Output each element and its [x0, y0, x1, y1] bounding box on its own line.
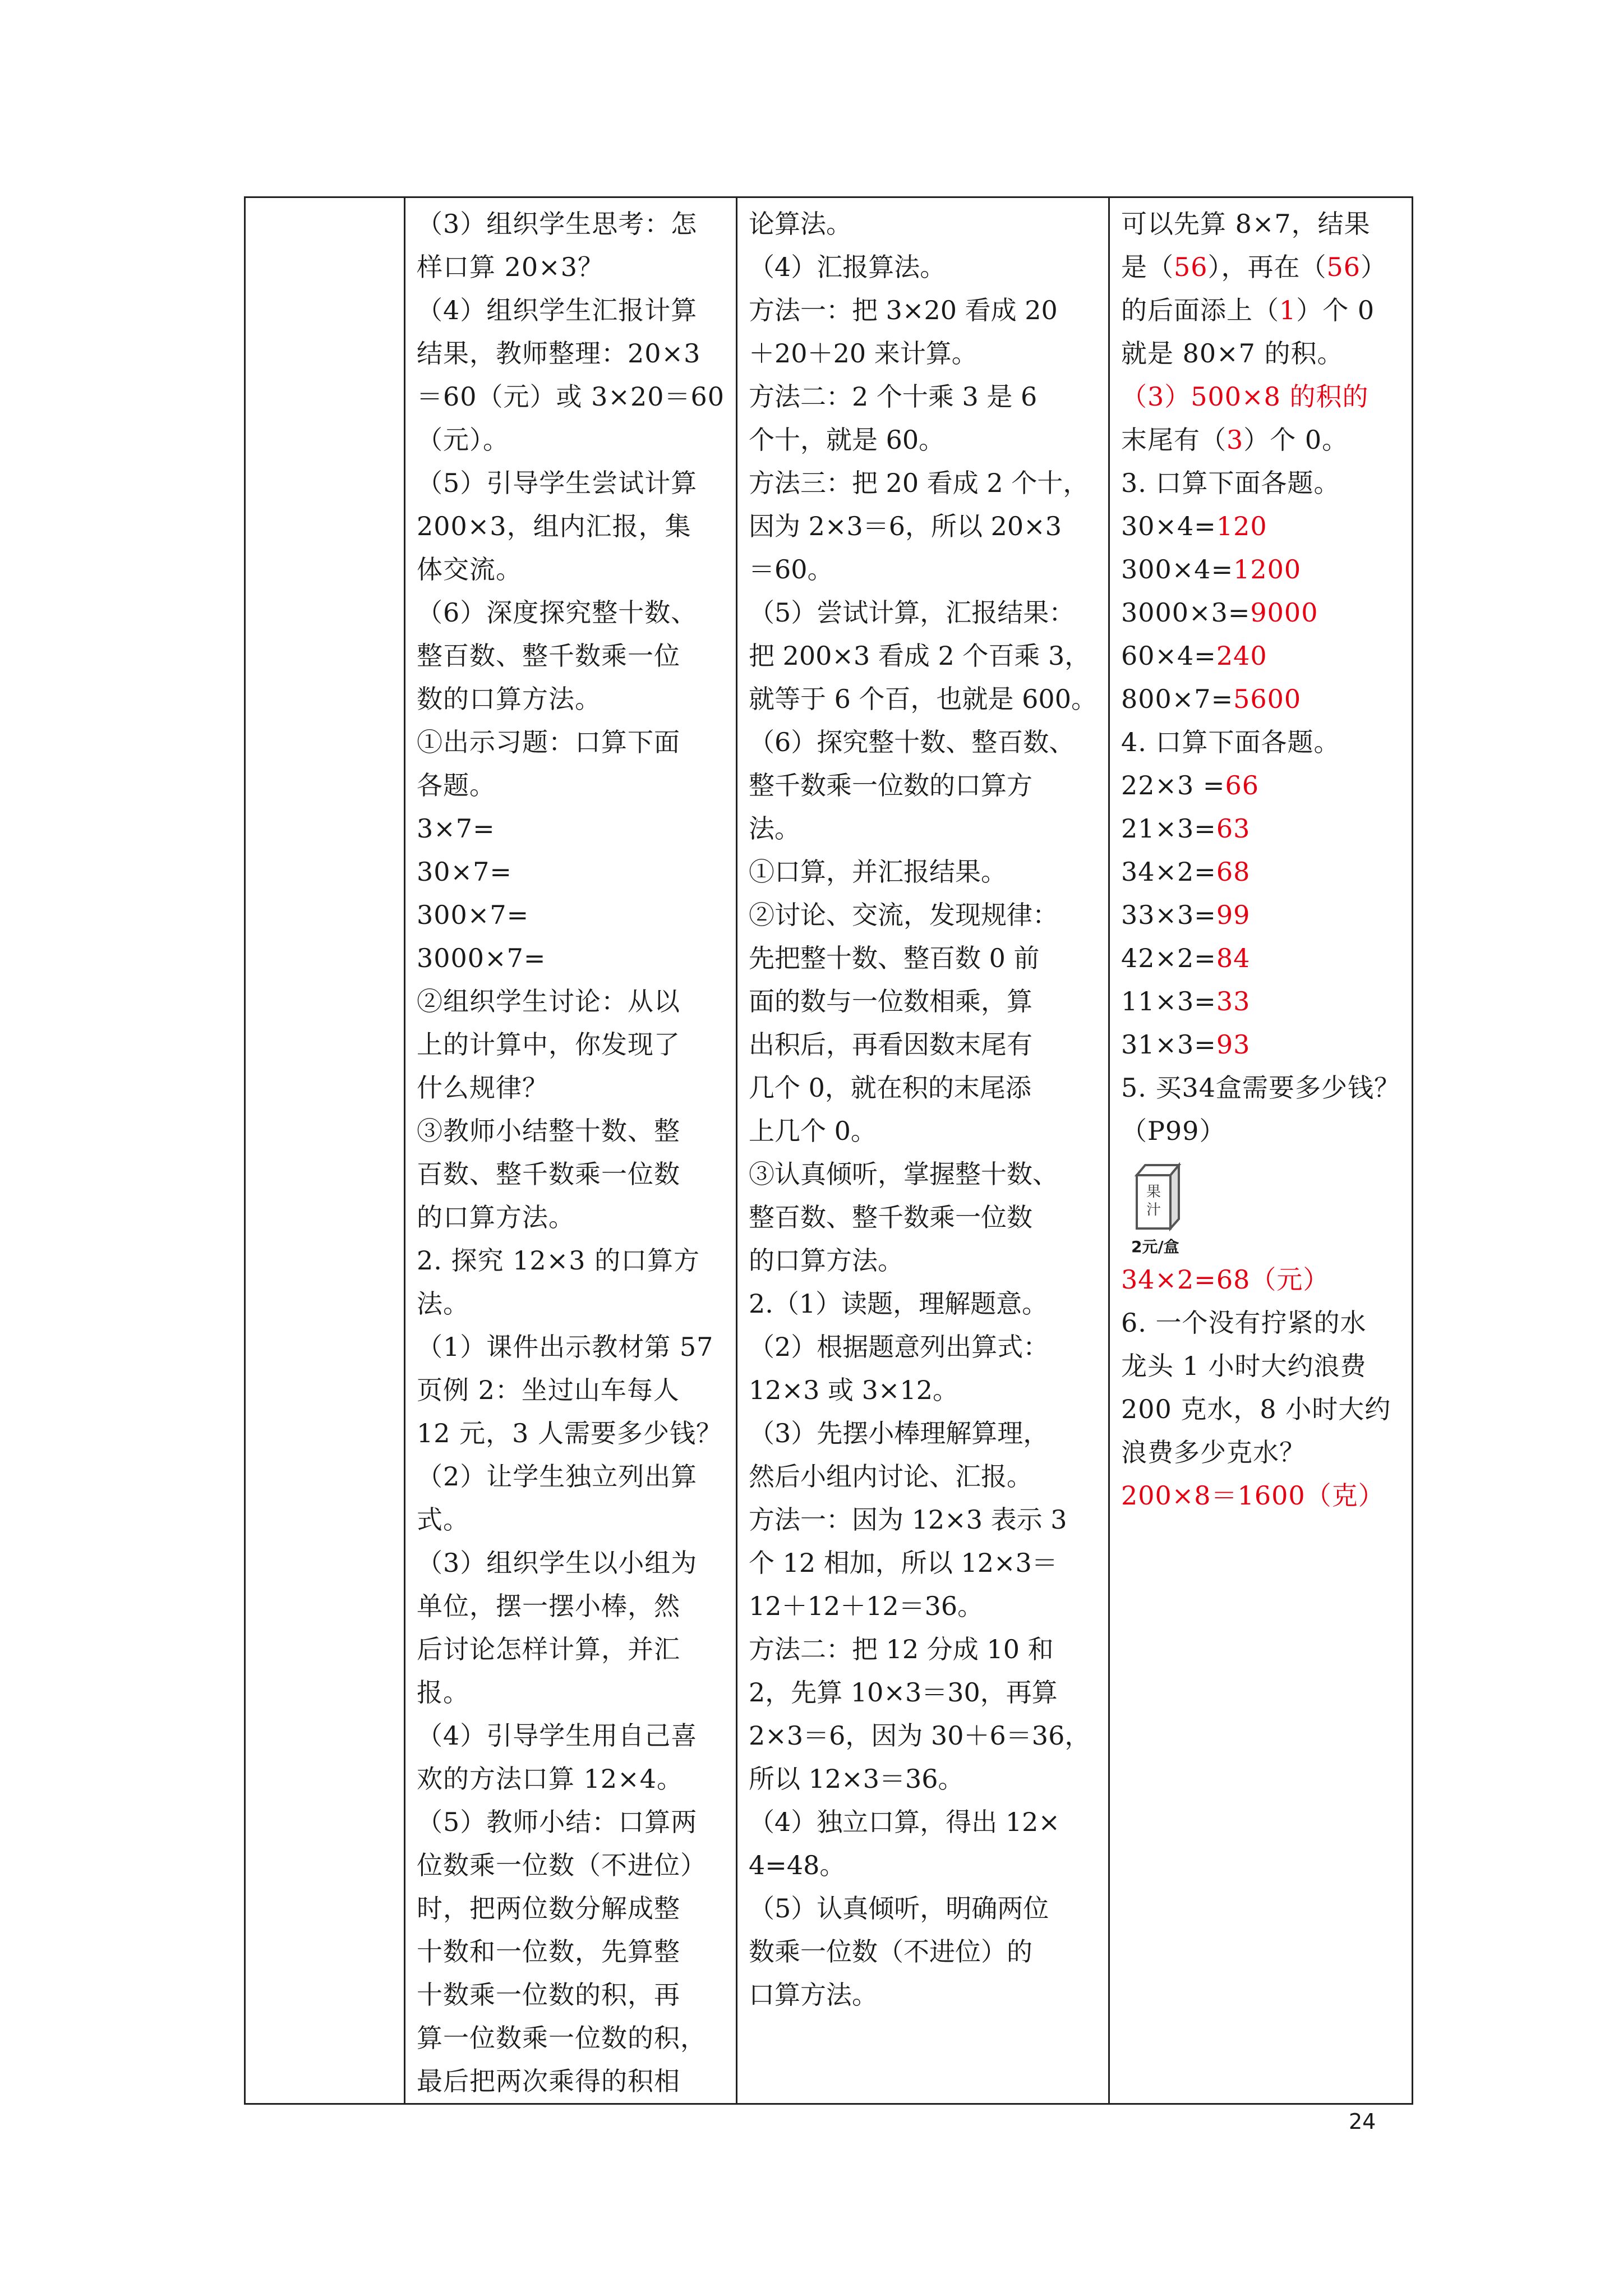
text-line: 方法一：把 3×20 看成 20: [749, 295, 1058, 325]
juice-price: 2元/盒: [1131, 1237, 1179, 1256]
text-line: 2×3＝6，因为 30＋6＝36，: [749, 1720, 1091, 1751]
calc-expression: 21×3=: [1121, 813, 1216, 844]
answer: 93: [1216, 1029, 1251, 1060]
text-line: 12＋12＋12＝36。: [749, 1591, 984, 1621]
text-line: ③教师小结整十数、整: [417, 1116, 680, 1146]
text-line: 方法二：2 个十乘 3 是 6: [749, 381, 1038, 412]
text-line: 数的口算方法。: [417, 684, 601, 714]
svg-text:汁: 汁: [1146, 1202, 1161, 1218]
text-line: 位数乘一位数（不进位）: [417, 1850, 707, 1880]
calc-line: [1121, 894, 1400, 937]
calc-expression: 800×7=: [1121, 684, 1234, 714]
text-line: 把 200×3 看成 2 个百乘 3，: [749, 641, 1091, 671]
text-line: 上几个 0。: [749, 1116, 877, 1146]
text-line: 整百数、整千数乘一位数: [749, 1202, 1033, 1232]
answer: 66: [1225, 770, 1260, 800]
text-line: 面的数与一位数相乘，算: [749, 986, 1033, 1016]
text-line: 报。: [417, 1677, 469, 1708]
text-line: 4=48。: [749, 1850, 846, 1880]
calc-expression: 42×2=: [1121, 943, 1216, 973]
text-line: 2，先算 10×3＝30，再算: [749, 1677, 1058, 1708]
text-line: 单位，摆一摆小棒，然: [417, 1591, 680, 1621]
calc-line: [1121, 764, 1400, 807]
text-line: （5）引导学生尝试计算: [417, 468, 698, 498]
text-line: 样口算 20×3？: [417, 252, 604, 282]
calc-expression: 31×3=: [1121, 1029, 1216, 1060]
text-line: （5）教师小结：口算两: [417, 1807, 698, 1837]
text-line: 上的计算中，你发现了: [417, 1029, 680, 1060]
text-line: 页例 2：坐过山车每人: [417, 1375, 680, 1405]
calc-line: [1121, 980, 1400, 1023]
page-reference: （P99）: [1121, 1116, 1226, 1146]
text-line: 先把整十数、整百数 0 前: [749, 943, 1040, 973]
page-number: 24: [1349, 2109, 1376, 2134]
text-line: 式。: [417, 1504, 469, 1535]
answer: 68: [1216, 857, 1251, 887]
text-line: 300×7=: [417, 900, 529, 930]
text-line: ①出示习题：口算下面: [417, 727, 680, 757]
text-line: 6. 一个没有拧紧的水: [1121, 1308, 1367, 1338]
text-line: 出积后，再看因数末尾有: [749, 1029, 1033, 1060]
calc-line: [1121, 548, 1400, 591]
text-line: 12×3 或 3×12。: [749, 1375, 958, 1405]
exercise-line: 末尾有（3）个 0。: [1121, 425, 1349, 455]
text-line: （2）根据题意列出算式：: [749, 1332, 1049, 1362]
answer: 56: [1173, 252, 1208, 282]
text-line: 3000×7=: [417, 943, 546, 973]
answer: 240: [1216, 641, 1267, 671]
calc-line: [1121, 634, 1400, 678]
text-line: （1）课件出示教材第 57: [417, 1332, 714, 1362]
text-line: （4）组织学生汇报计算: [417, 295, 698, 325]
text-line: 各题。: [417, 770, 496, 800]
text-line: 整百数、整千数乘一位: [417, 641, 680, 671]
answer: 99: [1216, 900, 1251, 930]
juice-box-icon: [1126, 1158, 1204, 1254]
text-line: ②讨论、交流，发现规律：: [749, 900, 1059, 930]
text-line: 体交流。: [417, 554, 522, 585]
text-line: 欢的方法口算 12×4。: [417, 1764, 683, 1794]
text-line: ＋20＋20 来计算。: [749, 338, 978, 369]
text-line: ①口算，并汇报结果。: [749, 857, 1007, 887]
calc-line: [1121, 591, 1400, 634]
text-line: 结果，教师整理：20×3: [417, 338, 701, 369]
answer: 9000: [1250, 597, 1318, 628]
text-line: 后讨论怎样计算，并汇: [417, 1634, 680, 1664]
exercise-title: 4. 口算下面各题。: [1121, 727, 1340, 757]
text-line: （5）尝试计算，汇报结果：: [749, 597, 1075, 628]
text-line: （6）深度探究整十数、: [417, 597, 698, 628]
text-line: （3）先摆小棒理解算理，: [749, 1418, 1049, 1448]
exercise-line: 的后面添上（1）个 0: [1121, 295, 1375, 325]
text-line: 十数乘一位数的积，再: [417, 1980, 680, 2010]
text-line: 的口算方法。: [749, 1245, 904, 1276]
calc-line: [1121, 807, 1400, 850]
teacher-activities-column: [405, 197, 737, 2104]
text-line: 法。: [417, 1289, 469, 1319]
empty-column: [245, 197, 405, 2104]
text-line: 算一位数乘一位数的积，: [417, 2023, 707, 2053]
calc-expression: 11×3=: [1121, 986, 1216, 1016]
text-line: 3×7=: [417, 813, 495, 844]
student-activities-column: [737, 197, 1109, 2104]
calc-expression: 60×4=: [1121, 641, 1216, 671]
exercise-line: 可以先算 8×7，结果: [1121, 209, 1371, 239]
text-line: 方法一：因为 12×3 表示 3: [749, 1504, 1067, 1535]
answer: 84: [1216, 943, 1251, 973]
answer: 120: [1216, 511, 1267, 541]
text-line: （2）让学生独立列出算: [417, 1461, 698, 1492]
calc-expression: 22×3 =: [1121, 770, 1225, 800]
text-line: 200×3，组内汇报，集: [417, 511, 691, 541]
text-line: 12 元，3 人需要多少钱？: [417, 1418, 723, 1448]
text-line: （元）。: [417, 425, 509, 455]
calc-line: [1121, 850, 1400, 894]
calc-expression: 34×2=: [1121, 857, 1216, 887]
exercise-line: （3）500×8 的积的: [1121, 381, 1369, 412]
svg-text:果: 果: [1146, 1184, 1161, 1200]
text-line: 整千数乘一位数的口算方: [749, 770, 1033, 800]
answer: 63: [1216, 813, 1251, 844]
text-line: 2.（1）读题，理解题意。: [749, 1289, 1048, 1319]
exercise-title: 3. 口算下面各题。: [1121, 468, 1340, 498]
text-line: 最后把两次乘得的积相: [417, 2066, 680, 2096]
text-line: ②组织学生讨论：从以: [417, 986, 680, 1016]
text-line: （3）组织学生思考：怎: [417, 209, 698, 239]
calc-expression: 3000×3=: [1121, 597, 1251, 628]
exercise-line: 是（56），再在（56）: [1121, 252, 1387, 282]
text-line: （5）认真倾听，明确两位: [749, 1893, 1049, 1924]
text-line: 30×7=: [417, 857, 512, 887]
text-line: ＝60。: [749, 554, 833, 585]
exercise-title: 5. 买34盒需要多少钱？: [1121, 1073, 1401, 1103]
text-line: ③认真倾听，掌握整十数、: [749, 1159, 1059, 1189]
text-line: 方法二：把 12 分成 10 和: [749, 1634, 1054, 1664]
text-line: 就等于 6 个百，也就是 600。: [749, 684, 1097, 714]
answer: 5600: [1233, 684, 1302, 714]
text-line: 200 克水，8 小时大约: [1121, 1394, 1391, 1424]
text-line: 几个 0，就在积的末尾添: [749, 1073, 1031, 1103]
text-line: （3）组织学生以小组为: [417, 1548, 698, 1578]
exercises-column: [1109, 197, 1412, 2104]
text-line: 口算方法。: [749, 1980, 878, 2010]
exercise-line: 就是 80×7 的积。: [1121, 338, 1344, 369]
text-line: 什么规律？: [417, 1073, 548, 1103]
text-line: 论算法。: [749, 209, 852, 239]
text-line: 方法三：把 20 看成 2 个十，: [749, 468, 1089, 498]
text-line: 2. 探究 12×3 的口算方: [417, 1245, 700, 1276]
calc-line: [1121, 1023, 1400, 1066]
text-line: ＝60（元）或 3×20＝60: [417, 381, 725, 412]
answer: 3: [1226, 425, 1244, 455]
text-line: 十数和一位数，先算整: [417, 1936, 680, 1967]
text-line: 所以 12×3＝36。: [749, 1764, 964, 1794]
text-line: 浪费多少克水？: [1121, 1437, 1306, 1467]
text-line: 百数、整千数乘一位数: [417, 1159, 680, 1189]
calc-expression: 300×4=: [1121, 554, 1234, 585]
answer: 56: [1326, 252, 1361, 282]
text-line: 法。: [749, 813, 801, 844]
answer: 33: [1216, 986, 1251, 1016]
answer: 1: [1279, 295, 1297, 325]
text-line: （4）引导学生用自己喜: [417, 1720, 698, 1751]
answer: 200×8＝1600（克）: [1121, 1480, 1385, 1511]
text-line: （4）汇报算法。: [749, 252, 946, 282]
calc-expression: 30×4=: [1121, 511, 1216, 541]
text-line: （4）独立口算，得出 12×: [749, 1807, 1060, 1837]
answer: 34×2=68（元）: [1121, 1264, 1330, 1295]
calc-line: [1121, 505, 1400, 548]
text-line: 个十，就是 60。: [749, 425, 945, 455]
answer: 1200: [1233, 554, 1302, 585]
text-line: （6）探究整十数、整百数、: [749, 727, 1075, 757]
calc-line: [1121, 937, 1400, 980]
answer: 3: [1147, 381, 1165, 412]
lesson-plan-table: [244, 196, 1413, 2105]
text-line: 个 12 相加，所以 12×3＝: [749, 1548, 1058, 1578]
text-line: 然后小组内讨论、汇报。: [749, 1461, 1033, 1492]
calc-line: [1121, 678, 1400, 721]
text-line: 因为 2×3＝6，所以 20×3: [749, 511, 1062, 541]
text-line: 数乘一位数（不进位）的: [749, 1936, 1033, 1967]
text-line: 时，把两位数分解成整: [417, 1893, 680, 1924]
text-line: 的口算方法。: [417, 1202, 575, 1232]
calc-expression: 33×3=: [1121, 900, 1216, 930]
text-line: 龙头 1 小时大约浪费: [1121, 1351, 1367, 1381]
